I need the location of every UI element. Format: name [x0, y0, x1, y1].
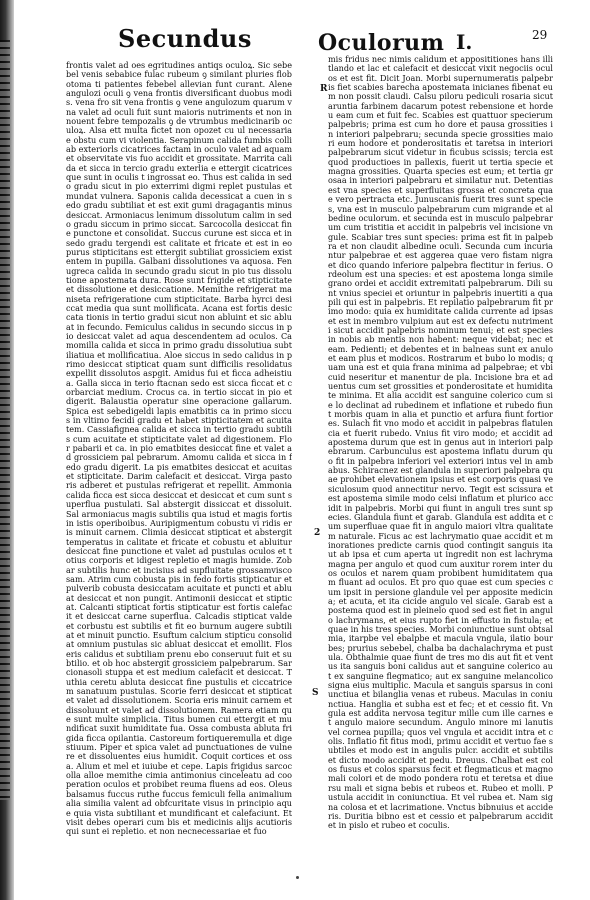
running-head-right: Oculorum: [318, 30, 445, 56]
running-head-left: Secundus: [118, 24, 252, 53]
facing-page-edge: [0, 40, 10, 800]
book-gutter: [0, 0, 14, 900]
text-column-right: mis fridus nec nimis calidum et apposititiones hans illitlando et lac et calefacit et desiccat vixit negociis oculos et est fit. Dicit Joan. Morbi supernumeratis palpebris fiet scabies barecha apostemata inicianes fibenat eum non possit claudi. Calsu piloru pediculi rosaria sicut aruntia farbinem dacarum potest rebensione et hordeu eam cum et fuit fec. Scabies est quattuor specierum palpebris; prima est cum ho dore et pausa grossities in interiori palpebraru; secunda specie grossities maiori eum hodore et ponderositatis et taretsa in interiori palpebrarum sicut videtur in ficubus scissis; tercia est quod productioes in pallexis, fuerit ut tertia specie et magna grossities. Quarta species est eum; et tertia grosaa in interiori palpebraru et similatur nut. Detentias est vna species et superfluitas grossa et concreta quae vero pertracta etc. Junuscanis fuerit tres sunt species, vna est in musculo palpebrarum cum migrande et albedine oculorum. et secunda est in musculo palpebrarum cum tristitia et accidit in palpebris vel incisione vngule. Scabiar tres sunt species: prima est fit in palpebra et non claudit albedine oculi. Secunda cum incuriantur palpebrae et est aggerea quae vero fistam nigra et dico quando inferiore palpebra flectitur in ferius. Ordeolum est una species: et est apostema longa simile grano ordei et accidit extremitati palpebrarum. Dili sunt vnius speciei et oriuntur in palpebris inuertiti a qua pili qui est in palpebris. Et repilatio palpebrarum fit primo modo: quia ex humiditate calida currente ad ipsas et est in membro vulpium aut est ex defectu nutrimenti sicut accidit palpebris nominum tenui; et est species in nobis ab mentis non habent: neque videbat; nec et eam. Pedienti; et debentes et in balneas sunt ex anulo et eam plus et modicos. Rostrarum et bubo lo modis; quam una est et quia frana minima ad palpebrae; et vbi cuid neseritur et manentur de pla. Incisione bra et aduentus cum set grossities et ponderositate et humiditate minima. Et alia accidit est sanguine colerico cum sie lo declinat ad rubedinem et inflatione et rubedo fiunt morbis quam in alia et punctio et arfura fiunt fortiores. Sulach fit vno modo et accidit in palpebras flatulencia et fuerit rubedo. Vnius fit viro modo; et accidit ad apostema durum que est in genus aut in interiori palpebrarum. Carbunculus est apostema inflatu durum quo fit in palpebra inferiori vel exteriori intus vel in ambabus. Schiracnez est glandula in superiori palpebra quae prohibet elevationem ipsius et est corporis quasi vesiculosum quod annectitur nervo. Tegit est scissura et est apostema simile modo celsi inflatum et plurico accidit in palpebris. Morbi qui fiunt in anguli tres sunt species. Glandula fiunt et garab. Glandula est addita et cum superfluae quae fit in angulo maiori vltra qualitatem naturale. Ficus ac est lachrymatio quae accidit et minorationes predicte carnis quod contingit sanguis ita ut ab ipsa et cum aperta ut ingredit non est lachryma magna per angulo et quod cum auxitur rorem inter duos oculos et narem quam probibent humiditatem quam fluant ad oculos. Et pro quo quae est cum species cum ipsit in persione glandule vel per apposite medicina; et acuta, et ita cicide angulo vel sicale. Garab est apostema quod est in pleinelo quod sed est fiet in angulo lachrymans, et eius rupto fiet in effusto in fistula; et quae in his tres species. Morbi coniunctiue sunt obtsalmia, itarpbe vel ebalpbe et macula vngula, ilatio bourbes; prurius sebebel, chalba ba dachalachryma et pustula. Obthalmie quae fiunt de tres mo dis aut fit et ventus ita sanguis boni calidus aut et sanguine colerico aut ex sanguine flegmatico; aut ex sanguine melancolico signa eius multiplic. Macula et sanguis sparsus in coniunctiua et bilanglia venas et rubeus. Maculas in coniunctiua. Hanglia et subha est et fec; et et cessio fit. Vngula est addita nervosa tegitur mille cum ille carnes et angulo maiore secundum. Angulo minore mi lanutis vel cornea pupilla; quos vel vngula et accidit intra et colis. Inflatio fit fitus modi, primu accidit et vertuo fae subtiles et modo est in angulis pulcr. accidit et subtilis et dicto modo accidit et pedu. Dreuus. Chalbat est colos fusus et colos sparsus fecit et flegmaticus et magno mali colori et de modo pondera rotu et teretsa et diuersu mali et signa bebis et rubeos et. Rubeo et molli. Pustula accidit in coniunctiua. Et vel rubea et. Nam signa colosa et et lacrimatione. Vnctus bibnuius et accideris. Duritia bibno est et cessio et palpebrarum accidit et in pislo et rubeo et coculis.: [328, 55, 553, 831]
folio-number: 29: [532, 28, 548, 42]
ink-speck: [296, 876, 299, 879]
margin-note-r: R: [320, 84, 328, 94]
margin-note-s: S: [312, 688, 319, 698]
chapter-number: I.: [456, 30, 473, 54]
margin-note-2: 2: [314, 528, 321, 538]
text-column-left: frontis valet ad oes egritudines antiqs oculoꝝ. Sic sebebel venis sebabice fulac rubeum ꝯ similant pluries flobotoma ti patientes febebel allevian funt curant. Alene angulozi oculi ꝯ vena frontis diversificant duobus modis. vena fro sit vena frontis ꝯ vene angulozum quarum vna valet ad oculi fuit sunt maioris nutriments et non innouent febre tempozalis ꝯ de vtrumbus medicinarib oculoꝝ. Alsa ett multa fictet non opozet cu ul necessaria e obstu cum vi violentia. Serapinum calida fumbis colli ab exteriorls cicatrices factam in oculo valet ad aquam et observitate vis fuo accidit et grossitate. Marrita calida et sicca in tercio gradu exterlia e ettergit cicatrices que sunt in oculis t ingrossat eo. Thus est calida in sedo gradu sicut in pio exterrimi digmi replet pustulas et mundat vulnera. Saponis calida decessicat a cuen in sedo gradu subtiliat et est exit gumi dragagantis minus desiccat. Armoniacus lenimum dissolutum calim in sedo gradu siccum in primo siccat. Sarcocolla desiccat fine punctone et consolidat. Succus curune est sicca et in sedo gradu tergendi est calitate et fricate et est in eo purus stipticitans est ettergit subtiliat grossiciem existentem in pupilla. Galbani dissolutiones va aquosa. Fenugreca calida in secundo gradu sicut in pio tus dissolutione apostemata dura. Rose sunt frigide et stipticitate et dissolutione et desiccatione. Memithe refrigerat ma niseta refrigeratione cum stipticitate. Barba hyrci desiccat media qua sunt mollificata. Acana est fortis desiccata tionis in tertio gradui sicut non abluint et sic abluat in fecundo. Femiculus calidus in secundo siccus in pio desiccat valet ad aqua descendentem ad oculos. Camomilla calida et sicca in primo gradu dissolutiua subtiliatiua et mollificatiua. Aloe siccus in sedo calidus in primo desiccat stipticat quam sunt difficilis resolidatus expellit dissolutos aspgit. Amidus fui et ficca adheistiua. Galla sicca in terio ftacnan sedo est sicca ficcat et corbarciat medium. Crocus ca. in tertio siccat in pio et digerit. Balaustia operatur sine operacione gallarum. Spica est sebedigeldi lapis ematbitis ca in primo siccus in vltimo fecidi gradu et habet stipticitatem et acuitatem. Cassiafignea calida et sicca in tertio gradu subtilis cum acuitate et stipticitate valet ad digestionem. Flor pabarii et ca. in pio ematbites desiccat fine et valet ad grossiciem pal pebrarum. Amomu calida et sicca in fedo gradu digerit. La pis ematbites desiccat et acuitas et stipticitate. Darim calefacit et desiccat. Virga pastoris adberet et pustulas refrigerat et repellit. Ammonia calida ficca est sicca desiccat et desiccat et cum sunt superflua pustulati. Sal abstergit dissiccat et dissoluit. Sal armoniacus magis subtilis qua istud et magis fortis in istis operiboibus. Auripigmentum cobustu vi ridis eris minuit carnem. Climia desiccat stipticat et abstergit temperatus in calitate et fricate et cobustu et abluitur desiccat fine punctione et valet ad pustulas oculos et totius corporis et idigest repletio et magis humide. Zobar subtilis hunc et incisius ad supfluitate grossamviscosam. Atrim cum cobusta pis in fedo fortis stipticatur et pulverib cobusta desiccatam acuitate et puncti et abluat desiccat et non pungit. Antimonii desiccat et stipticat. Calcanti stipticat fortis stipticatur est fortis calefacit et desiccat carne superflua. Calcadis stipticat valde et corbustu est subtilis et fit eo burnum augere subtiliat et minuit punctio. Esuftum calcium stipticu consolidat omnium pustulas sic abluat desiccat et emollit. Flos eris calidus et subtiliam prenu ebo conseruut fuit et subtilio. et ob hoc abstergit grossiciem palpebrarum. Sarcionasoli stuppa et est medium calefacit et desiccat. Tuthia ceretu abluta desiccat fine pustulis et ciccatricem sanatuum pustulas. Scorie ferri desiccat et stipticat et valet ad dissolutionem. Scoria eris minuit carnem et dissoluunt et valet ad dissolutionem. Ramera etiam que sunt multe simplicia. Titus bumen cui ettergit et mundificat suxit humiditate fua. Ossa combusta abluta frigida ficca opilantia. Castoreum fortiqueremulla et digestiuum. Piper et spica valet ad punctuationes de vulnere et dissoluentes eius humidit. Coquit cortices et ossa. Alium et mel et iuiube et cepe. Lapis frigidus sarcocolla alloe memithe cimia antimonius cinceleatu ad cooperation oculos et probibet reuma fluens ad eos. Oleus balsamus fuccus ruthe fuccus femiculi fella animalium alia similia valent ad obfcuritate visus in principio aque quia vista subtiliant et mundificant et calefaciunt. Et visit debes operari cum bis et medicinis alijs acutioris qui sunt ei repletio. et non necnecessariae et fuo: [66, 61, 292, 837]
